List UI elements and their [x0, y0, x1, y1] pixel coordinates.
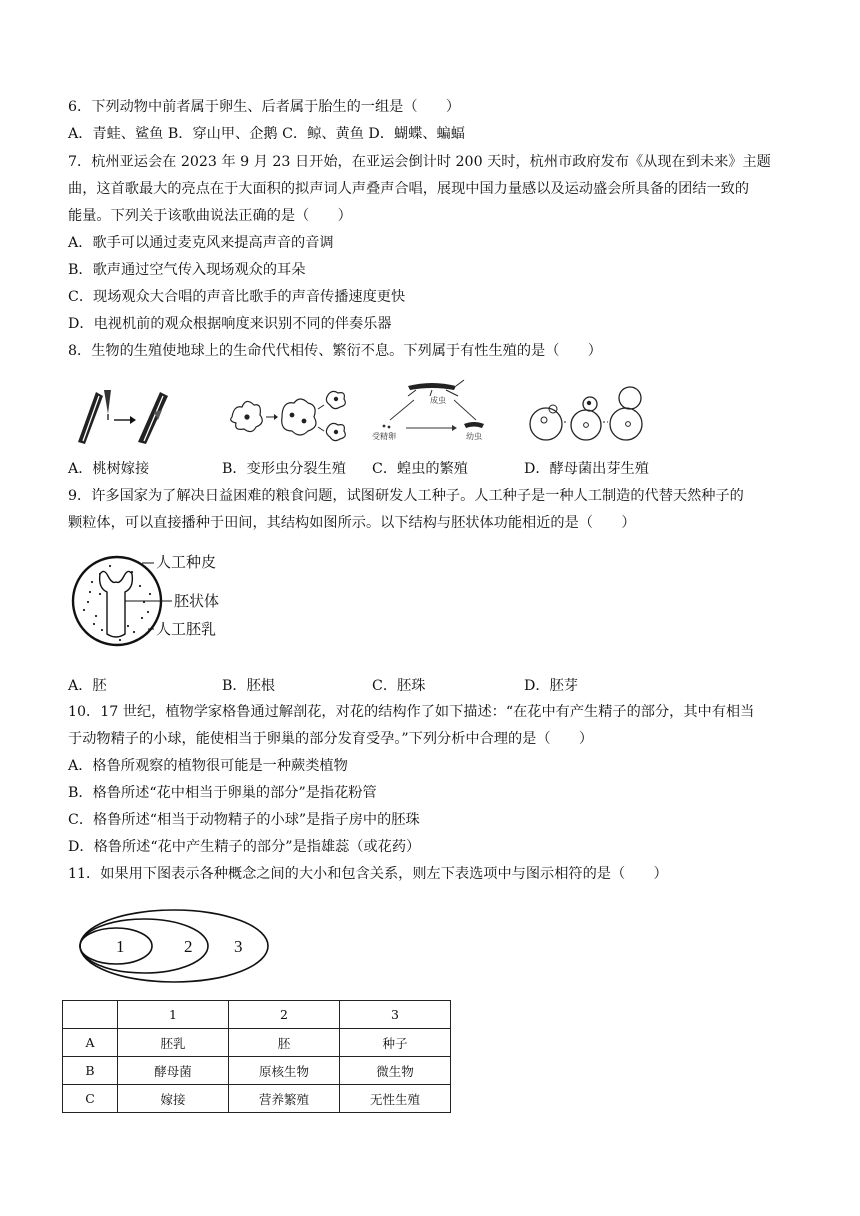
- q10-option-d: D．格鲁所述“花中产生精子的部分”是指雄蕊（或花药）: [68, 839, 421, 855]
- q9-option-d: D．胚芽: [524, 678, 578, 694]
- label-fertilized-egg: 受精卵: [372, 432, 396, 441]
- set-label-1: 1: [116, 937, 125, 956]
- table-cell: 营养繁殖: [229, 1085, 340, 1113]
- q7-stem-line-3: 能量。下列关于该歌曲说法正确的是（ ）: [68, 208, 352, 224]
- q6-stem: 6．下列动物中前者属于卵生、后者属于胎生的一组是（ ）: [68, 99, 461, 115]
- q9-option-b: B．胚根: [222, 678, 275, 694]
- set-label-3: 3: [234, 937, 243, 956]
- q9-stem-line-1: 9．许多国家为了解决日益困难的粮食问题，试图研发人工种子。人工种子是一种人工制造的代替天然种子的: [68, 488, 744, 504]
- table-cell: 无性生殖: [340, 1085, 451, 1113]
- table-cell: 微生物: [340, 1057, 451, 1085]
- q6-options: A．青蛙、鲨鱼 B．穿山甲、企鹅 C．鲸、黄鱼 D．蝴蝶、蝙蝠: [68, 126, 465, 142]
- table-row: [63, 1029, 451, 1057]
- table-cell: 嫁接: [118, 1085, 229, 1113]
- q10-stem-line-1: 10．17 世纪，植物学家格鲁通过解剖花，对花的结构作了如下描述：“在花中有产生精子的部分，其中有相当: [68, 704, 755, 720]
- q11-stem: 11．如果用下图表示各种概念之间的大小和包含关系，则左下表选项中与图示相符的是（ ）: [68, 866, 668, 882]
- q7-stem-line-2: 曲，这首歌最大的亮点在于大面积的拟声词人声叠声合唱，展现中国力量感以及运动盛会所具备的团结一致的: [68, 181, 750, 197]
- locust-life-cycle-figure: [372, 376, 496, 444]
- q8-stem: 8．生物的生殖使地球上的生命代代相传、繁衍不息。下列属于有性生殖的是（ ）: [68, 343, 602, 359]
- yeast-budding-figure: [528, 378, 648, 444]
- table-header-row: [63, 1001, 451, 1029]
- label-adult: 成虫: [430, 396, 446, 405]
- q8-option-a: A．桃树嫁接: [68, 461, 150, 477]
- table-cell: 胚: [229, 1029, 340, 1057]
- amoeba-division-figure: [228, 387, 352, 443]
- table-header-cell: [63, 1001, 118, 1029]
- q7-option-d: D．电视机前的观众根据响度来识别不同的伴奏乐器: [68, 316, 392, 332]
- q8-option-d: D．酵母菌出芽生殖: [524, 461, 649, 477]
- label-artificial-endosperm: 人工胚乳: [156, 620, 217, 638]
- label-artificial-seed-coat: 人工种皮: [156, 553, 217, 571]
- table-header-cell: 3: [340, 1001, 451, 1029]
- adult-locust-icon: [408, 380, 464, 396]
- table-header-cell: 2: [229, 1001, 340, 1029]
- table-cell: A: [63, 1029, 118, 1057]
- q10-option-c: C．格鲁所述“相当于动物精子的小球”是指子房中的胚珠: [68, 812, 420, 828]
- q7-option-b: B．歌声通过空气传入现场观众的耳朵: [68, 262, 306, 278]
- table-cell: C: [63, 1085, 118, 1113]
- grafting-figure: [74, 384, 174, 446]
- table-row: [63, 1085, 451, 1113]
- q8-option-b: B．变形虫分裂生殖: [222, 461, 346, 477]
- table-cell: 胚乳: [118, 1029, 229, 1057]
- q7-stem-line-1: 7．杭州亚运会在 2023 年 9 月 23 日开始，在亚运会倒计时 200 天时，杭州市政府发布《从现在到未来》主题: [68, 154, 771, 170]
- nested-sets-figure: [78, 908, 274, 988]
- table-cell: 酵母菌: [118, 1057, 229, 1085]
- label-embryoid: 胚状体: [174, 592, 220, 610]
- q7-option-a: A．歌手可以通过麦克风来提高声音的音调: [68, 235, 334, 251]
- q10-option-a: A．格鲁所观察的植物很可能是一种蕨类植物: [68, 758, 348, 774]
- q10-stem-line-2: 于动物精子的小球，能使相当于卵巢的部分发育受孕。”下列分析中合理的是（ ）: [68, 731, 594, 747]
- q7-option-c: C．现场观众大合唱的声音比歌手的声音传播速度更快: [68, 289, 406, 305]
- q8-option-c: C．蝗虫的繁殖: [372, 461, 468, 477]
- q10-option-b: B．格鲁所述“花中相当于卵巢的部分”是指花粉管: [68, 785, 377, 801]
- table-row: [63, 1057, 451, 1085]
- table-header-cell: 1: [118, 1001, 229, 1029]
- table-cell: 原核生物: [229, 1057, 340, 1085]
- table-cell: 种子: [340, 1029, 451, 1057]
- label-nymph: 幼虫: [466, 432, 482, 441]
- q9-stem-line-2: 颗粒体，可以直接播种于田间，其结构如图所示。以下结构与胚状体功能相近的是（ ）: [68, 515, 636, 531]
- table-cell: B: [63, 1057, 118, 1085]
- q9-option-a: A．胚: [68, 678, 107, 694]
- q9-option-c: C．胚珠: [372, 678, 426, 694]
- q11-options-table: [62, 1000, 451, 1113]
- set-label-2: 2: [184, 937, 193, 956]
